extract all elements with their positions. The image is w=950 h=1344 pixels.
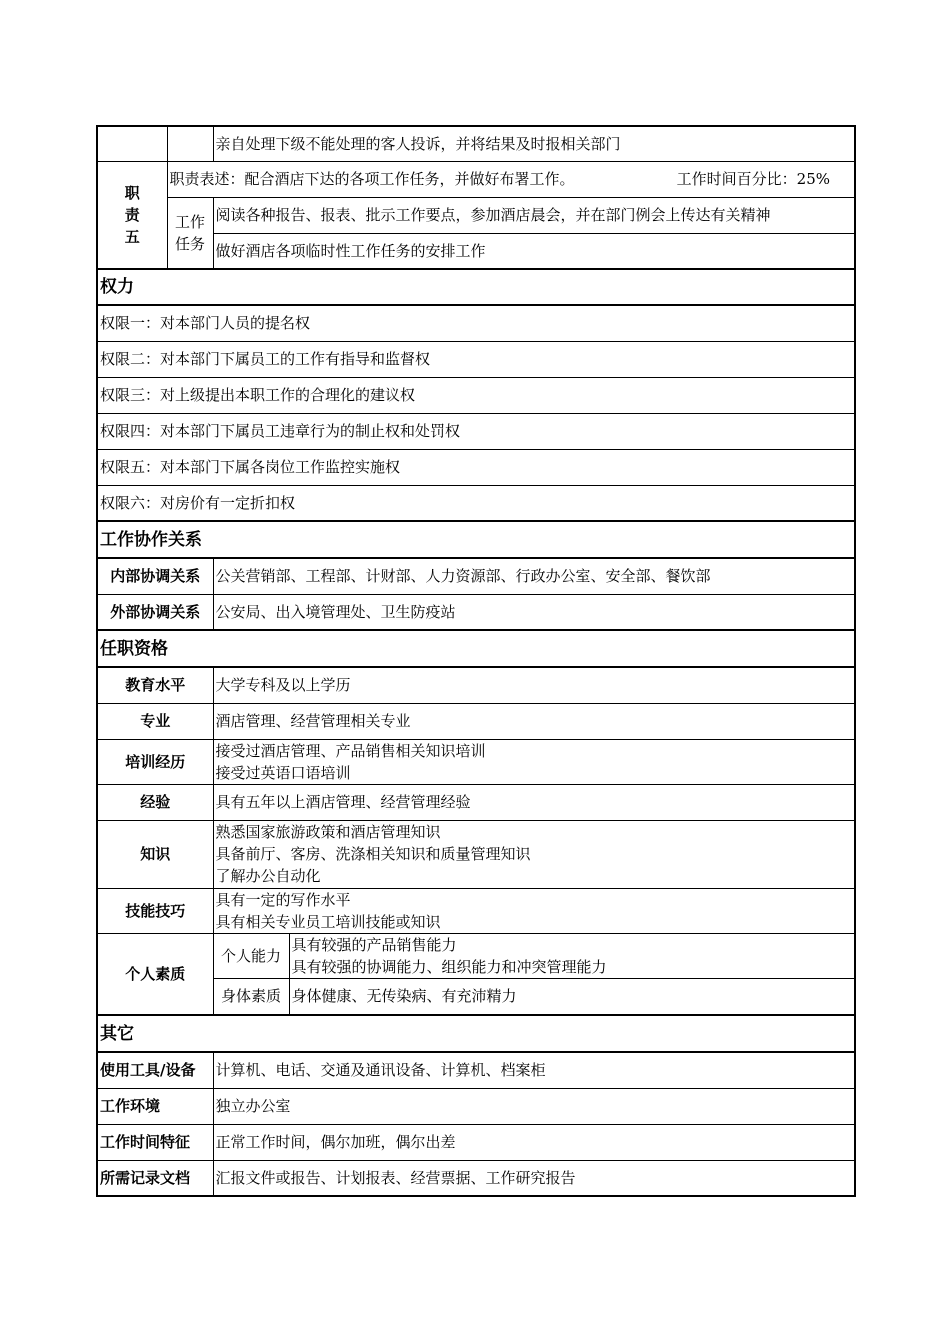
duty5-label-char: 职 [124, 183, 140, 202]
major-value: 酒店管理、经营管理相关专业 [213, 703, 855, 739]
authority-item: 权限四：对本部门下属员工违章行为的制止权和处罚权 [97, 413, 855, 449]
duty-prev-row [97, 126, 855, 161]
training-line: 接受过英语口语培训 [215, 763, 351, 782]
major-label: 专业 [97, 703, 213, 739]
duty5-label-char: 五 [124, 227, 140, 246]
duty5-statement-row [97, 161, 855, 197]
records-value: 汇报文件或报告、计划报表、经营票据、工作研究报告 [213, 1160, 855, 1196]
external-relations-value: 公安局、出入境管理处、卫生防疫站 [213, 594, 855, 630]
personal-label: 个人素质 [97, 933, 213, 1015]
qualifications-title: 任职资格 [97, 630, 855, 667]
environment-label: 工作环境 [97, 1088, 213, 1124]
authority-row [97, 485, 855, 521]
ability-line: 具有较强的产品销售能力 [291, 935, 457, 954]
authority-row [97, 341, 855, 377]
authority-item: 权限五：对本部门下属各岗位工作监控实施权 [97, 449, 855, 485]
duty5-label-char: 责 [124, 205, 140, 224]
work-time-value: 正常工作时间，偶尔加班，偶尔出差 [213, 1124, 855, 1160]
empty-cell [167, 126, 213, 161]
experience-label: 经验 [97, 784, 213, 820]
ability-label: 个人能力 [213, 933, 289, 978]
education-value: 大学专科及以上学历 [213, 667, 855, 703]
duty5-task: 阅读各种报告、报表、批示工作要点，参加酒店晨会，并在部门例会上传达有关精神 [213, 197, 855, 233]
records-label: 所需记录文档 [97, 1160, 213, 1196]
duty5-statement: 职责表述：配合酒店下达的各项工作任务，并做好布署工作。 [169, 170, 575, 188]
work-time-row [97, 1124, 855, 1160]
skills-line: 具有一定的写作水平 [215, 890, 351, 909]
authority-item: 权限一：对本部门人员的提名权 [97, 305, 855, 341]
duty5-time-percent: 工作时间百分比：25% [676, 170, 831, 188]
education-row [97, 667, 855, 703]
knowledge-line: 熟悉国家旅游政策和酒店管理知识 [215, 823, 441, 841]
environment-value: 独立办公室 [213, 1088, 855, 1124]
training-line: 接受过酒店管理、产品销售相关知识培训 [215, 741, 486, 760]
duty5-task-label [167, 197, 213, 269]
job-description-document [96, 125, 854, 1197]
training-value [213, 739, 855, 784]
duty5-label [97, 161, 167, 269]
skills-row [97, 888, 855, 933]
qualifications-header-row [97, 630, 855, 667]
external-relations-label: 外部协调关系 [97, 594, 213, 630]
environment-row [97, 1088, 855, 1124]
internal-relations-label: 内部协调关系 [97, 558, 213, 594]
authority-item: 权限二：对本部门下属员工的工作有指导和监督权 [97, 341, 855, 377]
duty5-statement-cell [167, 161, 855, 197]
experience-row [97, 784, 855, 820]
authority-row [97, 305, 855, 341]
task-label-line: 任务 [174, 234, 205, 253]
knowledge-label: 知识 [97, 820, 213, 888]
relations-header-row [97, 521, 855, 558]
ability-value [289, 933, 855, 978]
ability-row [97, 933, 855, 978]
task-label-line: 工作 [174, 212, 205, 231]
experience-value: 具有五年以上酒店管理、经营管理经验 [213, 784, 855, 820]
major-row [97, 703, 855, 739]
skills-label: 技能技巧 [97, 888, 213, 933]
duty5-task: 做好酒店各项临时性工作任务的安排工作 [213, 233, 855, 269]
skills-line: 具有相关专业员工培训技能或知识 [215, 912, 441, 931]
records-row [97, 1160, 855, 1196]
education-label: 教育水平 [97, 667, 213, 703]
empty-cell [97, 126, 167, 161]
tools-row [97, 1052, 855, 1088]
other-header-row [97, 1015, 855, 1052]
external-relations-row [97, 594, 855, 630]
skills-value [213, 888, 855, 933]
authority-title: 权力 [97, 269, 855, 305]
ability-line: 具有较强的协调能力、组织能力和冲突管理能力 [291, 957, 607, 976]
authority-item: 权限六：对房价有一定折扣权 [97, 485, 855, 521]
authority-item: 权限三：对上级提出本职工作的合理化的建议权 [97, 377, 855, 413]
authority-header-row [97, 269, 855, 305]
job-table [96, 125, 856, 1197]
tools-label: 使用工具/设备 [97, 1052, 213, 1088]
knowledge-line: 具备前厅、客房、洗涤相关知识和质量管理知识 [215, 845, 531, 863]
other-title: 其它 [97, 1015, 855, 1052]
training-label: 培训经历 [97, 739, 213, 784]
work-time-label: 工作时间特征 [97, 1124, 213, 1160]
training-row [97, 739, 855, 784]
knowledge-line: 了解办公自动化 [215, 867, 321, 885]
authority-row [97, 413, 855, 449]
authority-row [97, 449, 855, 485]
duty5-task-row [97, 197, 855, 233]
relations-title: 工作协作关系 [97, 521, 855, 558]
knowledge-row [97, 820, 855, 888]
internal-relations-row [97, 558, 855, 594]
internal-relations-value: 公关营销部、工程部、计财部、人力资源部、行政办公室、安全部、餐饮部 [213, 558, 855, 594]
physical-value: 身体健康、无传染病、有充沛精力 [289, 978, 855, 1015]
authority-row [97, 377, 855, 413]
knowledge-value [213, 820, 855, 888]
physical-label: 身体素质 [213, 978, 289, 1015]
duty-prev-task: 亲自处理下级不能处理的客人投诉，并将结果及时报相关部门 [213, 126, 855, 161]
tools-value: 计算机、电话、交通及通讯设备、计算机、档案柜 [213, 1052, 855, 1088]
